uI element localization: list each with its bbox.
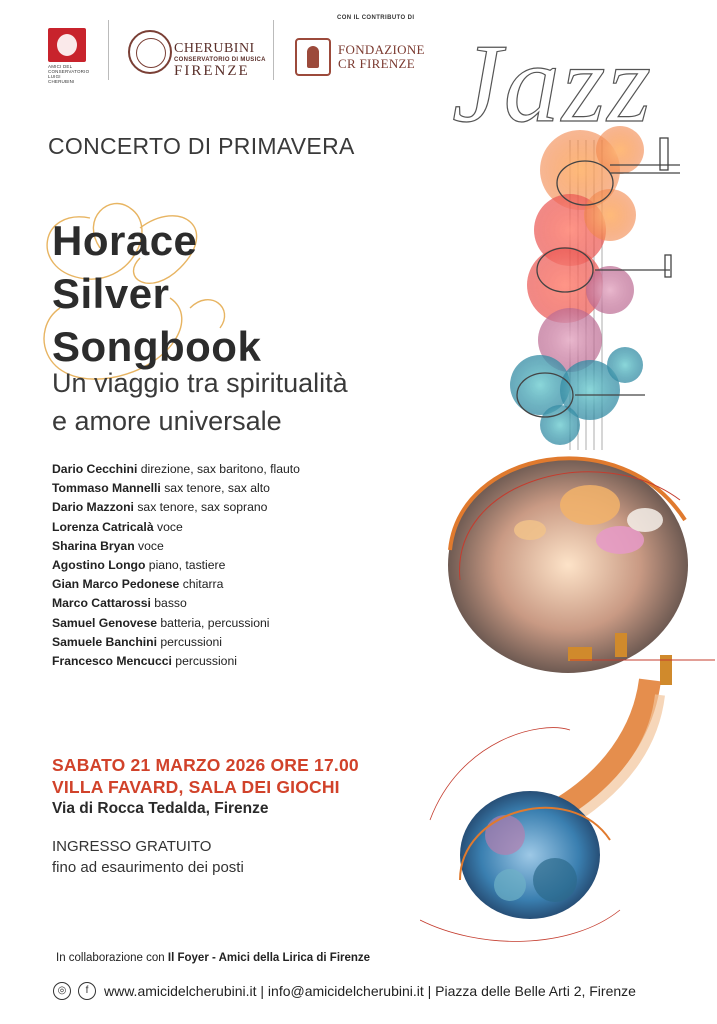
musician-item: [52, 537, 300, 556]
subtitle-line-2: e amore universale: [52, 406, 282, 436]
musician-role: percussioni: [156, 634, 223, 649]
free-entry-label: INGRESSO GRATUITO: [52, 838, 212, 855]
musician-name: Francesco Mencucci: [52, 653, 172, 668]
fondazione-line1: FONDAZIONE: [338, 42, 425, 57]
musician-name: Lorenza Catricalà: [52, 519, 154, 534]
musician-name: Tommaso Mannelli: [52, 481, 161, 496]
header-divider: [108, 20, 109, 80]
musician-name: Gian Marco Pedonese: [52, 577, 180, 592]
facebook-icon[interactable]: f: [78, 982, 96, 1000]
concert-series: CONCERTO DI PRIMAVERA: [48, 133, 355, 159]
musician-item: [52, 479, 300, 498]
collaboration-partner: Il Foyer - Amici della Lirica di Firenze: [167, 952, 371, 964]
musician-role: chitarra: [179, 577, 224, 592]
musician-item: [52, 614, 300, 633]
musician-role: batteria, percussioni: [157, 615, 270, 630]
amici-logo-mark: [48, 28, 86, 62]
cherubini-subtitle: CONSERVATORIO DI MUSICA: [174, 57, 266, 63]
musician-role: piano, tastiere: [145, 557, 226, 572]
event-venue: VILLA FAVARD, SALA DEI GIOCHI: [52, 777, 340, 797]
musician-role: voce: [153, 519, 183, 534]
event-date: SABATO 21 MARZO 2026 ORE 17.00: [52, 755, 359, 775]
musician-item: [52, 518, 300, 537]
musician-role: direzione, sax baritono, flauto: [137, 462, 300, 476]
musician-name: Sharina Bryan: [52, 538, 135, 553]
header-divider-2: [273, 20, 274, 80]
musician-item: [52, 460, 300, 479]
musician-role: sax tenore, sax soprano: [133, 500, 268, 515]
watercolor-clef-artwork: [420, 120, 717, 1024]
musician-item: [52, 556, 300, 575]
contribution-label: CON IL CONTRIBUTO DI: [337, 15, 415, 21]
fondazione-logo: [295, 38, 435, 78]
collaboration-prefix: In collaborazione con: [56, 952, 168, 964]
musician-item: [52, 575, 300, 594]
cherubini-seal-icon: [128, 30, 172, 74]
title-line-3: Songbook: [52, 323, 262, 370]
instagram-icon[interactable]: ◎: [53, 982, 71, 1000]
fondazione-mark-icon: [295, 38, 331, 76]
footer-contacts[interactable]: www.amicidelcherubini.it | info@amicidelcherubini.it | Piazza delle Belle Arti 2, Firenze: [104, 983, 636, 999]
subtitle-line-1: Un viaggio tra spiritualità: [52, 368, 348, 398]
musician-role: voce: [134, 538, 164, 553]
musician-name: Dario Mazzoni: [52, 500, 134, 515]
seats-note: fino ad esaurimento dei posti: [52, 859, 244, 876]
collaboration-line: [56, 952, 370, 964]
title-line-1: Horace: [52, 217, 198, 264]
musician-name: Samuel Genovese: [52, 615, 157, 630]
musician-name: Samuele Banchini: [52, 634, 157, 649]
musician-role: percussioni: [171, 653, 237, 668]
cherubini-name: CHERUBINI: [174, 41, 255, 56]
jazz-art-word: Jazz: [452, 22, 653, 146]
cherubini-city: FIRENZE: [174, 63, 250, 79]
musician-item: [52, 652, 300, 671]
musician-name: Marco Cattarossi: [52, 596, 151, 611]
musician-name: Agostino Longo: [52, 557, 146, 572]
musician-role: basso: [150, 596, 187, 611]
amici-logo: [48, 28, 90, 84]
title-line-2: Silver: [52, 270, 170, 317]
musician-list: [52, 460, 300, 671]
fondazione-line2: CR FIRENZE: [338, 56, 416, 71]
musician-item: [52, 498, 300, 517]
musician-role: sax tenore, sax alto: [160, 481, 270, 496]
musician-item: [52, 633, 300, 652]
cherubini-logo: [128, 30, 268, 80]
musician-name: Dario Cecchini: [52, 462, 138, 476]
amici-logo-text: AMICI DEL CONSERVATORIO LUIGI CHERUBINI: [48, 64, 90, 84]
event-address: Via di Rocca Tedalda, Firenze: [52, 800, 269, 817]
musician-item: [52, 594, 300, 613]
